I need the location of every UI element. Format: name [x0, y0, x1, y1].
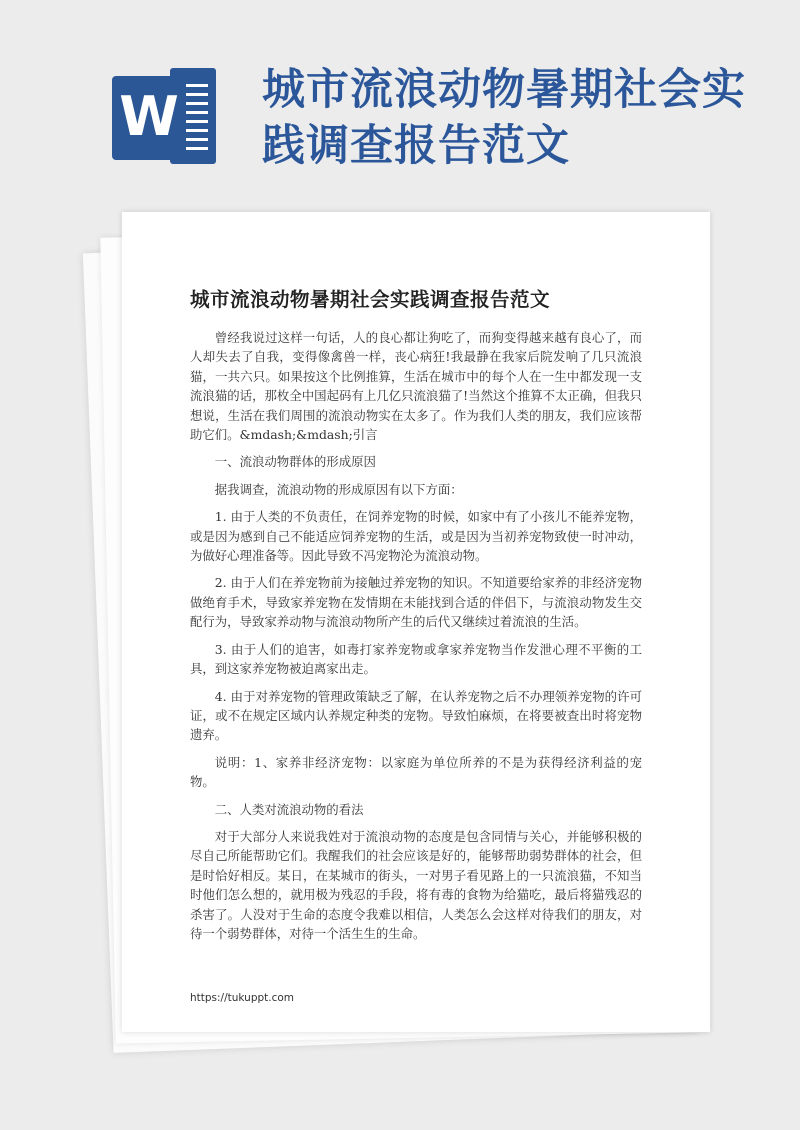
paragraph: 据我调查，流浪动物的形成原因有以下方面：: [214, 481, 463, 497]
header-banner: [0, 0, 800, 205]
note-paragraph: 说明：1、家养非经济宠物：以家庭为单位所养的不是为获得经济利益的宠物。: [190, 754, 642, 790]
document-page: [122, 212, 710, 1032]
list-item-1: 1. 由于人类的不负责任，在饲养宠物的时候，如家中有了小孩儿不能养宠物，或是因为感到自己不能适应饲养宠物的生活，或是因为当初养宠物致使一时冲动，为做好心理准备等。因此导致不冯宠物沦为流浪动物。: [190, 509, 642, 564]
intro-paragraph: 曾经我说过这样一句话，人的良心都让狗吃了，而狗变得越来越有良心了，而人却失去了自我，变得像禽兽一样，丧心病狂!我最静在我家后院发响了几只流浪猫，一共六只。如果按这个比例推算，生活在城市中的每个人在一生中都发现一支流浪猫的话，那枚全中国起码有上几亿只流浪猫了!当然这个推算不太正确，但我只想说，生活在我们周围的流浪动物实在太多了。作为我们人类的朋友，我们应该帮助它们。&mdash;&mdash;引言: [190, 330, 642, 443]
word-icon-letter: W: [119, 85, 179, 148]
list-item-2: 2. 由于人们在养宠物前为接触过养宠物的知识。不知道要给家养的非经济宠物做绝育手术，导致家养宠物在发情期在未能找到合适的伴侣下，与流浪动物发生交配行为，导致家养动物与流浪动物所产生的后代又继续过着流浪的生活。: [190, 575, 642, 630]
list-item-4: 4. 由于对养宠物的管理政策缺乏了解，在认养宠物之后不办理领养宠物的许可证，或不在规定区域内认养规定种类的宠物。导致怕麻烦，在将要被查出时将宠物遗弃。: [190, 688, 642, 743]
list-item-3: 3. 由于人们的追害，如毒打家养宠物或拿家养宠物当作发泄心理不平衡的工具，到这家养宠物被迫离家出走。: [190, 641, 642, 677]
footer-url[interactable]: https://tukuppt.com: [190, 992, 295, 1004]
paragraph: 对于大部分人来说我姓对于流浪动物的态度是包含同情与关心，并能够积极的尽自己所能帮助它们。我醒我们的社会应该是好的，能够帮助弱势群体的社会，但是时恰好相反。某日，在某城市的街头，一对男子看见路上的一只流浪猫，不知当时他们怎么想的，就用极为残忍的手段，将有毒的食物为给猫吃，最后将猫残忍的杀害了。人没对于生命的态度令我难以相信，人类怎么会这样对待我们的朋友，对待一个弱势群体，对待一个活生生的生命。: [190, 828, 642, 941]
header-title: 城市流浪动物暑期社会实践调查报告范文: [262, 65, 746, 171]
section-heading-1: 一、流浪动物群体的形成原因: [214, 454, 376, 470]
document-title: 城市流浪动物暑期社会实践调查报告范文: [190, 288, 551, 311]
document-body: [190, 328, 642, 951]
section-heading-2: 二、人类对流浪动物的看法: [214, 801, 364, 817]
